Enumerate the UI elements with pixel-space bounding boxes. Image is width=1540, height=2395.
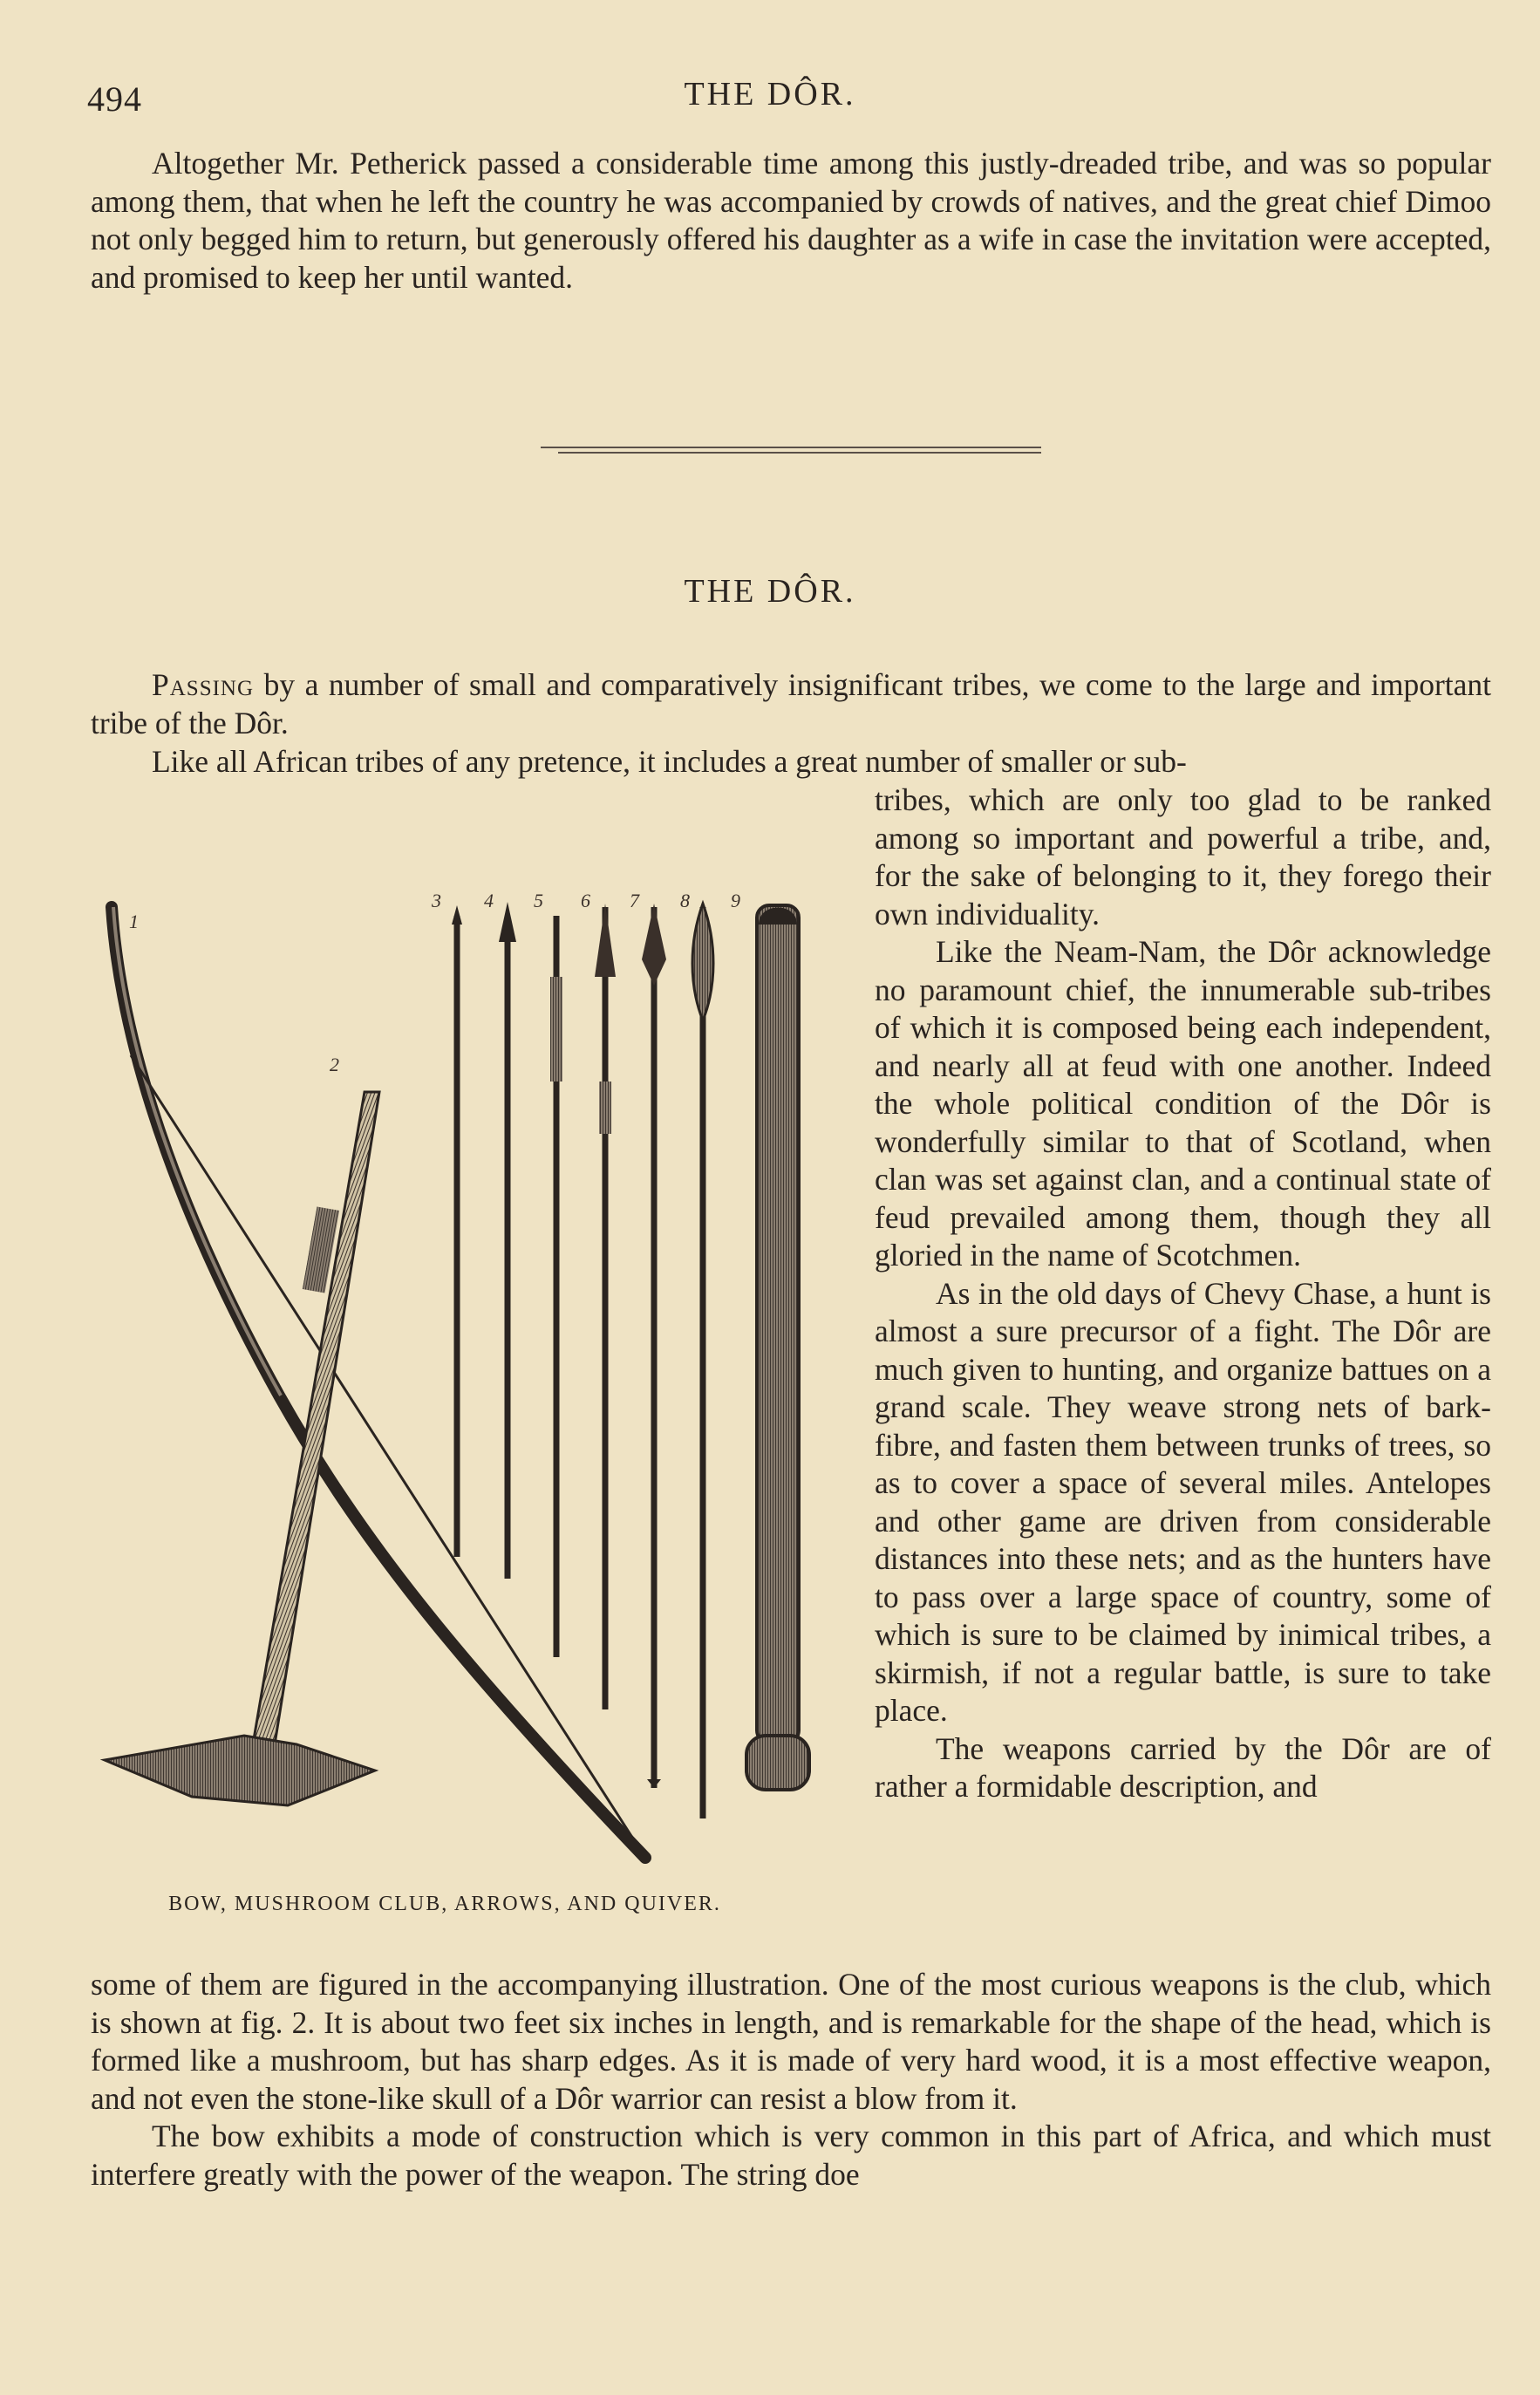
fig-label-2: 2 (330, 1054, 339, 1075)
paragraph-no-chief: Like the Neam-Nam, the Dôr acknowledge no paramount chief, the innumerable sub-tribes of which it is composed being each independent, and nearly all at feud with one another. Indeed the whole political condition of the Dôr is wonderfully similar to that of Scotland, when clan was set against clan, and a continual state of feud prevailed among them, though they all gloried in the name of Scotchmen. (875, 934, 1491, 1273)
text-column-right (875, 781, 1491, 1806)
text-full-width-bottom (91, 1966, 1491, 2194)
paragraph-intro (91, 666, 1491, 742)
figure-numbers (129, 890, 740, 1075)
fig-label-9: 9 (731, 890, 740, 911)
page-number: 494 (87, 79, 142, 119)
fig-label-8: 8 (680, 890, 690, 911)
section-title: THE DÔR. (684, 573, 856, 610)
weapons-engraving (87, 872, 855, 1884)
fig-label-1: 1 (129, 911, 139, 932)
mushroom-club-drawing (105, 1092, 379, 1805)
paragraph-subtribes-start: Like all African tribes of any pretence, it includes a great number of smaller or sub- (152, 744, 1187, 779)
quiver-drawing (746, 905, 809, 1790)
fig-label-7: 7 (630, 890, 639, 911)
bow-drawing (112, 907, 645, 1858)
fig-label-5: 5 (534, 890, 543, 911)
section-divider (541, 445, 1041, 455)
paragraph-petherick: Altogether Mr. Petherick passed a considerable time among this justly-dreaded tribe, and was so popular among them, that when he left the country he was accompanied by crowds of natives, and the great chief Dimoo not only begged him to return, but generously offered his daughter as a wife in case the invitation were accepted, and promised to keep her until wanted. (91, 146, 1491, 295)
paragraph-bow: The bow exhibits a mode of construction which is very common in this part of Africa, and which must interfere greatly with the power of the weapon. The string doe (91, 2119, 1491, 2192)
paragraph-weapons-cont: some of them are figured in the accompanying illustration. One of the most curious weapons is the club, which is shown at fig. 2. It is about two feet six inches in length, and is remarkable for the shape of the head, which is formed like a mushroom, but has sharp edges. As it is made of very hard wood, it is a most effective weapon, and not even the stone-like skull of a Dôr warrior can resist a blow from it. (91, 1967, 1491, 2116)
weapons-illustration (87, 872, 855, 1884)
figure-caption: BOW, MUSHROOM CLUB, ARROWS, AND QUIVER. (168, 1893, 721, 1915)
paragraph-weapons-start: The weapons carried by the Dôr are of rather a formidable description, and (875, 1730, 1491, 1804)
paragraph-subtribes-cont: tribes, which are only too glad to be ranked among so important and powerful a tribe, and, for the sake of belonging to it, they forego their own individuality. (875, 782, 1491, 931)
fig-label-4: 4 (484, 890, 494, 911)
fig-label-6: 6 (581, 890, 590, 911)
intro-text: by a number of small and comparatively insignificant tribes, we come to the large and important tribe of the Dôr. (91, 667, 1491, 740)
fig-label-3: 3 (432, 890, 441, 911)
paragraph-hunting: As in the old days of Chevy Chase, a hunt is almost a sure precursor of a fight. The Dôr are much given to hunting, and organize battues on a grand scale. They weave strong nets of bark-fibre, and fasten them between trunks of trees, so as to cover a space of several miles. Antelopes and other game are driven from considerable distances into these nets; and as the hunters have to pass over a large space of country, some of which is sure to be claimed by inimical tribes, a skirmish, if not a regular battle, is sure to take place. (875, 1275, 1491, 1728)
running-title: THE DÔR. (684, 76, 856, 113)
drop-lead-word: Passing (152, 667, 255, 702)
